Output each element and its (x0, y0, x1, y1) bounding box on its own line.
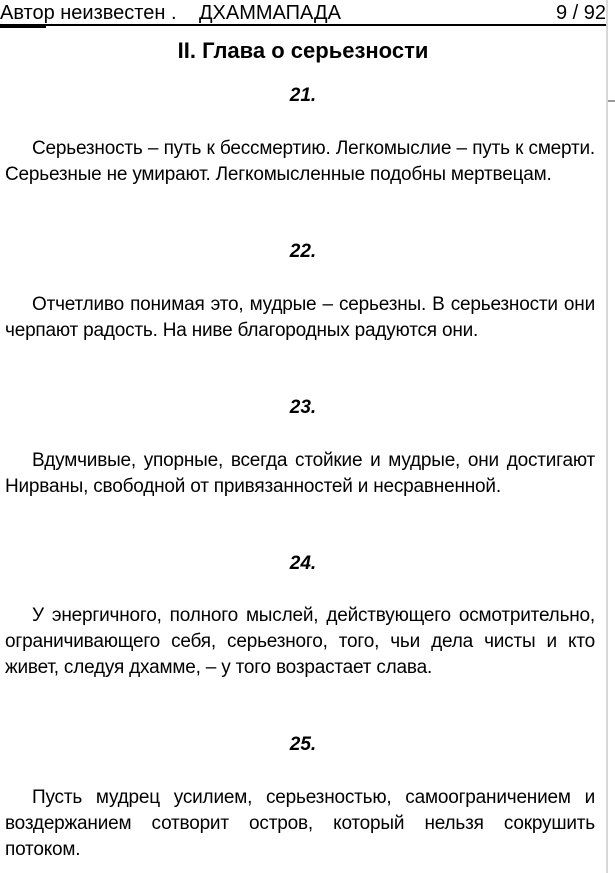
verse-number-21: 21. (289, 85, 317, 106)
page-edge (606, 0, 608, 873)
verse-text-24: У энергичного, полного мыслей, действующего осмотрительно, ограничивающего себя, серьезного, того, чьи дела чисты и кто живет, следуя дхамме, – у того возрастает слава. (5, 605, 595, 678)
header-book-title: ДХАММАПАДА (199, 2, 341, 24)
header-rule (0, 24, 606, 26)
verse-text-23: Вдумчивые, упорные, всегда стойкие и мудрые, они достигают Нирваны, свободной от привязанностей и несравненной. (5, 450, 595, 497)
edge-tick (608, 100, 615, 102)
verse-text-22: Отчетливо понимая это, мудрые – серьезны. В серьезности они черпают радость. На ниве благородных радуются они. (5, 294, 595, 341)
page-header (0, 0, 606, 26)
verse-text-25: Пусть мудрец усилием, серьезностью, самоограничением и воздержанием сотворит остров, который нельзя сокрушить потоком. (5, 787, 595, 860)
verse-number-22: 22. (289, 241, 317, 262)
verse-number-25: 25. (289, 734, 317, 755)
chapter-title: II. Глава о серьезности (177, 38, 429, 63)
header-author: Автор неизвестен . (0, 2, 177, 24)
verse-text-21: Серьезность – путь к бессмертию. Легкомыслие – путь к смерти. Серьезные не умирают. Легкомысленные подобны мертвецам. (5, 138, 595, 185)
header-page-number: 9 / 92 (555, 2, 606, 24)
verse-number-23: 23. (289, 397, 317, 418)
header-underline-mark (0, 26, 46, 28)
verse-number-24: 24. (289, 553, 317, 574)
